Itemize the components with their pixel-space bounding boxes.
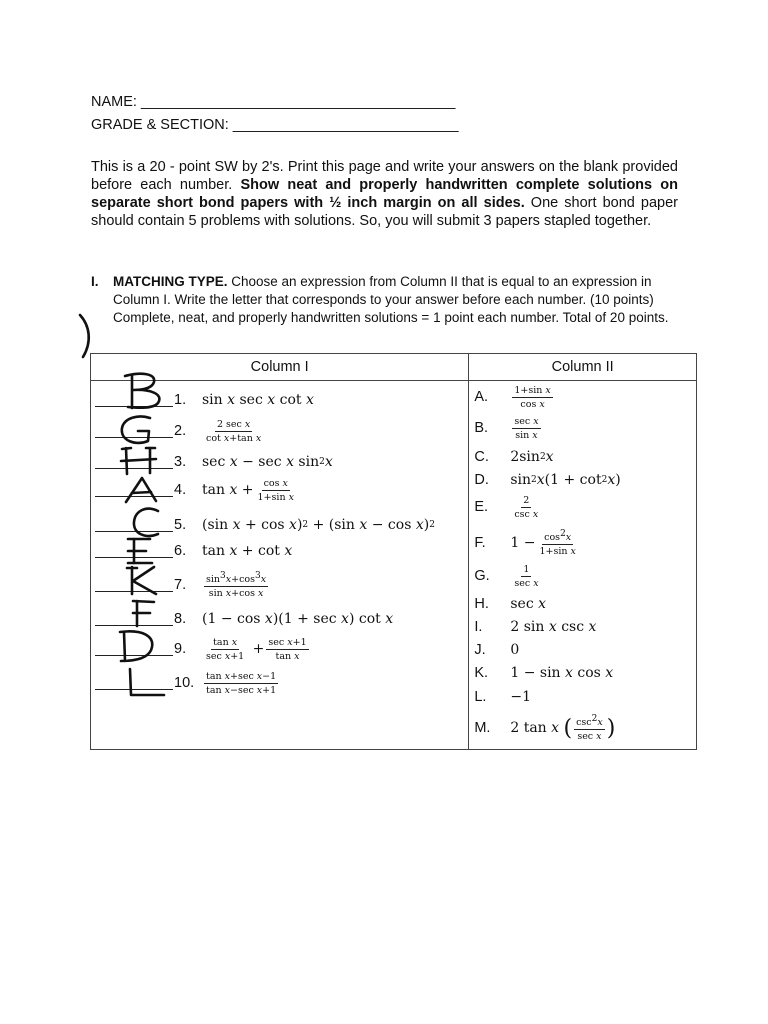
- expression: 1 − sin x cos x: [510, 665, 614, 681]
- handwritten-answer-b: [120, 371, 166, 411]
- list-item: 4. tan x + $\frac{\text{cos x}}{\text{1+sin x}}$: [95, 478, 298, 502]
- list-item: K. 1 − sin x cos x: [474, 665, 614, 681]
- expression: tan x + $\frac{\text{cos x}}{\text{1+sin x}}$: [202, 477, 294, 503]
- handwritten-answer-a: [122, 474, 162, 506]
- expression: −1: [510, 689, 531, 705]
- section-roman-numeral: I.: [91, 274, 99, 289]
- expression: sec x: [510, 596, 547, 612]
- list-item: D. sin 2 x (1 + cot 2 x ): [474, 472, 621, 488]
- expression: sec x − sec x sin 2 x: [202, 454, 333, 470]
- grade-section-field-label: GRADE & SECTION: ____________________________: [91, 117, 459, 133]
- handwritten-answer-k: [124, 564, 160, 596]
- expression: $\frac{\text{sec x}}{\text{sin x}}$: [514, 415, 539, 441]
- list-item: 2. $\frac{\text{2 sec x}}{\text{cot x+tan x}}$: [95, 419, 265, 443]
- expression: 2 sin x csc x: [510, 619, 597, 635]
- list-item: G. $\frac{1}{\text{sec x}}$: [474, 564, 542, 588]
- expression: $\frac{\text{2 sec x}}{\text{cot x+tan x}}$: [206, 418, 262, 444]
- expression: 1 − $\frac{\cos^2x}{\text{1+sin x}}$: [510, 528, 576, 558]
- column-ii-cell: [469, 381, 697, 750]
- list-item: A. $\frac{\text{1+sin x}}{\text{cos x}}$: [474, 385, 554, 409]
- list-item: 8. (1 − cos x )(1 + sec x ) cot x: [95, 607, 393, 631]
- handwritten-answer-l: [124, 665, 168, 699]
- list-item: 5. (sin x + cos x ) 2 + (sin x − cos x ) 2: [95, 513, 435, 537]
- name-field-label: NAME: _______________________________________: [91, 94, 456, 110]
- expression: (1 − cos x )(1 + sec x ) cot x: [202, 611, 394, 627]
- section-text: Choose an expression from Column II that is equal to an expression in Column I. Write the letter that corresponds to your answer before each number. (10 points) Complete, neat, and properly handwritten solutions = 1 point each number. Total of 20 points.: [113, 274, 669, 325]
- list-item: I. 2 sin x csc x: [474, 619, 597, 635]
- list-item: J. 0: [474, 642, 520, 658]
- list-item: L. −1: [474, 689, 531, 705]
- column-i-header: Column I: [91, 354, 469, 381]
- list-item: C. 2sin 2 x: [474, 449, 554, 465]
- list-item: 10. $\frac{\text{tan x+sec x−1}}{\text{tan x−sec x+1}}$: [95, 671, 280, 695]
- expression: $\frac{\text{tan x}}{\text{sec x+1}}$ + $\frac{\text{sec x+1}}{\text{tan x}}$: [206, 636, 307, 662]
- list-item: 1. sin x sec x cot x: [95, 388, 314, 412]
- list-item: B. $\frac{\text{sec x}}{\text{sin x}}$: [474, 416, 542, 440]
- matching-type-instructions: [91, 273, 681, 327]
- handwritten-answer-e: [124, 536, 158, 566]
- handwritten-answer-f: [128, 598, 158, 628]
- list-item: H. sec x: [474, 596, 547, 612]
- list-item: 9. $\frac{\text{tan x}}{\text{sec x+1}}$ + $\frac{\text{sec x+1}}{\text{tan x}}$: [95, 637, 311, 661]
- expression: $\frac{1}{\text{sec x}}$: [514, 563, 539, 589]
- expression: 0: [510, 642, 520, 658]
- expression: 2 tan x ( $\frac{\csc^2x}{\text{sec x}}$ ): [510, 713, 616, 743]
- expression: sin x sec x cot x: [202, 392, 314, 408]
- list-item: 6. tan x + cot x: [95, 539, 292, 563]
- expression: $\frac{\text{1+sin x}}{\text{cos x}}$: [514, 384, 551, 410]
- expression: $\frac{\sin^3x+\cos^3x}{\text{sin x+cos x}}$: [206, 570, 267, 600]
- handwritten-answer-g: [116, 413, 162, 449]
- expression: tan x + cot x: [202, 543, 293, 559]
- section-title: MATCHING TYPE.: [113, 274, 228, 289]
- handwritten-answer-d: [116, 627, 158, 665]
- expression: $\frac{\text{tan x+sec x−1}}{\text{tan x−sec x+1}}$: [206, 670, 277, 696]
- expression: 2sin 2 x: [510, 449, 554, 465]
- list-item: 7. $\frac{\sin^3x+\cos^3x}{\text{sin x+cos x}}$: [95, 573, 270, 597]
- expression: sin 2 x (1 + cot 2 x ): [510, 472, 621, 488]
- expression: (sin x + cos x ) 2 + (sin x − cos x ) 2: [202, 517, 435, 533]
- handwritten-answer-h: [118, 445, 160, 477]
- instructions-paragraph: This is a 20 - point SW by 2's. Print this page and write your answers on the blank provided before each number. Show neat and properly handwritten complete solutions on separate short bond papers with ½ inch margin on all sides. One short bond paper should contain 5 problems with solutions. So, you will submit 3 papers stapled together.: [91, 159, 678, 229]
- list-item: 3. sec x − sec x sin 2 x: [95, 450, 333, 474]
- list-item: E. $\frac{2}{\text{csc x}}$: [474, 495, 542, 519]
- column-ii-header: Column II: [469, 354, 697, 381]
- expression: $\frac{2}{\text{csc x}}$: [514, 494, 539, 520]
- list-item: F. 1 − $\frac{\cos^2x}{\text{1+sin x}}$: [474, 531, 580, 555]
- list-item: M. 2 tan x ( $\frac{\csc^2x}{\text{sec x}}$ ): [474, 713, 616, 743]
- matching-table: [90, 353, 697, 750]
